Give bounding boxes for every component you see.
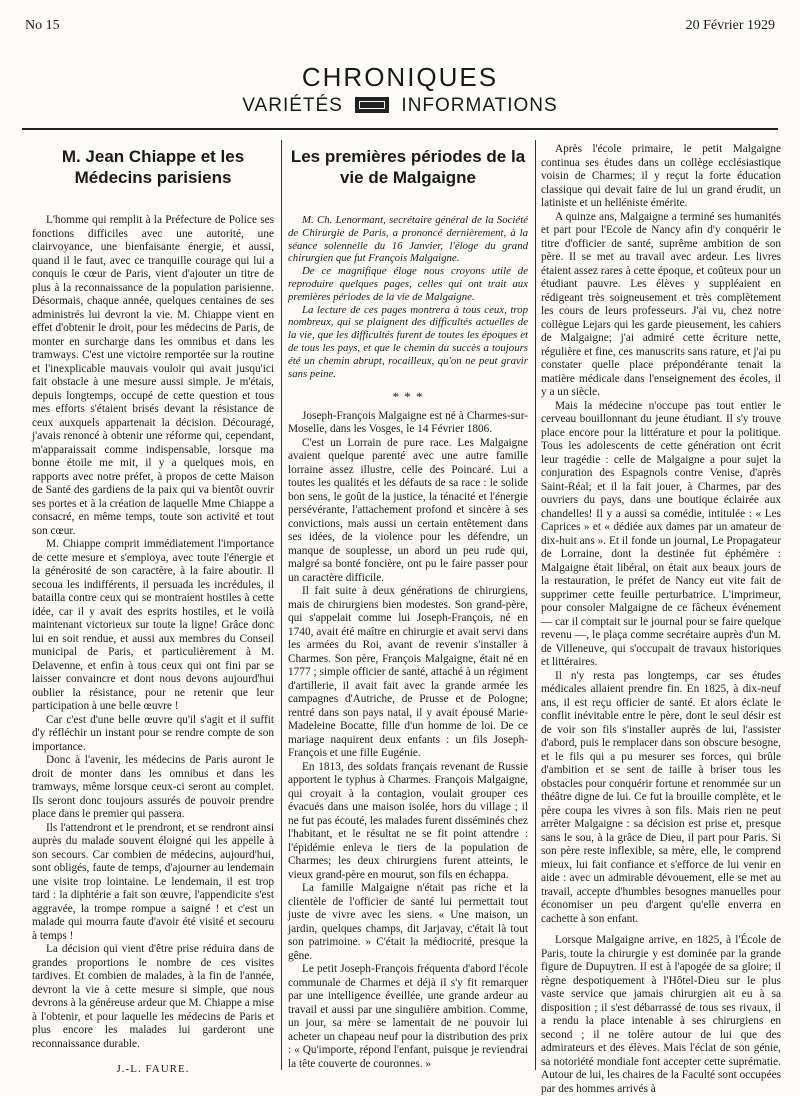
paragraph: Joseph-François Malgaigne est né à Charmes-sur-Moselle, dans les Vosges, le 14 Février 1806. bbox=[288, 409, 528, 436]
paragraph: C'est un Lorrain de pure race. Les Malgaigne avaient quelque parenté avec une autre famille lorraine assez illustre, celle des Poincaré. Lui a toutes les qualités et les défauts de sa race : le solide bon sens, le goût de la justice, la ténacité et l'énergie persévérante, l'attachement profond et sincère à ses convictions, mais aussi un certain entêtement dans ses idées, de la violence pour les défendre, un manque de souplesse, un abord un peu rude qui, malgré sa bonté foncière, ont pu le faire passer pour un caractère difficile. bbox=[288, 436, 528, 584]
article-malgaigne-continued bbox=[541, 143, 781, 1096]
paragraph-gap bbox=[541, 926, 781, 934]
paragraph: L'homme qui remplit à la Préfecture de Police ses fonctions difficiles avec une autorité, une clairvoyance, une bienfaisante énergie, et aussi, quand il le faut, avec ce tranquille courage qui lui a conquis le cœur de Paris, vient d'ajouter un titre de plus à la reconnaissance de la population parisienne. Désormais, chaque année, quelques centaines de ses administrés lui devront la vie. M. Chiappe vient en effet d'obtenir le droit, pour les médecins de Paris, de monter en surcharge dans les omnibus et dans les tramways. C'est une victoire remportée sur la routine et l'inexplicable mauvais vouloir qui avait jusqu'ici fait obstacle à une mesure aussi simple. Je m'étais, depuis longtemps, occupé de cette question et tous mes efforts s'étaient brisés devant la résistance de ceux auxquels appartenait la décision. Découragé, j'avais renoncé à obtenir une réforme qui, cependant, m'apparaissait comme indispensable, lorsque ma bonne étoile me mit, il y a quelques mois, en rapports avec notre préfet, à propos de cette Maison de Santé des gardiens de la paix qui va bientôt ouvrir ses portes et à la création de laquelle Mme Chiappe a consacré, en même temps, toute son activité et tout son cœur. bbox=[32, 214, 274, 537]
paragraph: Mais la médecine n'occupe pas tout entier le cerveau bouillonnant du jeune étudiant. Il s'y trouve place encore pour la littérature et pour la politique. Tous les adolescents de cette génération ont écrit leur tragédie : celle de Malgaigne a pour sujet la conjuration des Espagnols contre Venise, d'après Saint-Réal; et il la fait jouer, à Charmes, par des ouvriers du pays, dans une boutique éclairée aux chandelles! Il y a aussi sa comédie, intitulée : « Les Caprices » et « dédiée aux dames par un amateur de dix-huit ans ». Et il fonde un journal, Le Propagateur de Lorraine, dont la destinée fut éphémère : Malgaigne était libéral, on était aux beaux jours de la restauration, le préfet de Nancy eut vite fait de supprimer cette feuille perturbatrice. L'imprimeur, pour consoler Malgaigne de ce fâcheux événement — car il comptait sur le journal pour se faire quelque revenu —, le plaça comme secrétaire auprès d'un M. de Villeneuve, qui s'occupait de travaux historiques et littéraires. bbox=[541, 399, 781, 668]
intro-paragraph: De ce magnifique éloge nous croyons utile de reproduire quelques pages, celles qui ont trait aux premières périodes de la vie de Malgaigne. bbox=[288, 265, 528, 303]
masthead bbox=[0, 62, 800, 117]
article-title: Les premières périodes de la vie de Malgaigne bbox=[290, 147, 526, 187]
paragraph: En 1813, des soldats français revenant de Russie apportent le typhus à Charmes. François Malgaigne, qui croyait à la contagion, voulait grouper ces évacués dans une maison isolée, hors du village ; il ne fut pas écouté, les malades furent disséminés chez l'habitant, et le résultat ne se fit point attendre : l'épidémie enleva le tiers de la population de Charmes; les deux chirurgiens furent atteints, le vieux grand-père en mourut, son fils en échappa. bbox=[288, 760, 528, 881]
paragraph: Lorsque Malgaigne arrive, en 1825, à l'École de Paris, toute la chirurgie y est dominée par la grande figure de Dupuytren. Il est à l'apogée de sa gloire; il règne despotiquement à l'Hôtel-Dieu sur le plus vaste service que jamais chirurgien ait eu à sa disposition ; il s'est débarrassé de tous ses rivaux, il a rendu la place intenable à ses chirurgiens en second ; il ne tolère autour de lui que des admirateurs et des élèves. Mais l'éclat de son génie, sa notoriété mondiale font accepter cette suprématie. Autour de lui, les chaires de la Faculté sont occupées par des hommes arrivés à bbox=[541, 934, 781, 1095]
paragraph: Après l'école primaire, le petit Malgaigne continua ses études dans un collège ecclésiastique voisin de Charmes; il y reçut la forte éducation classique qui devait faire de lui un grand érudit, un latiniste et un helléniste émérite. bbox=[541, 143, 781, 209]
column-divider bbox=[281, 140, 282, 1070]
paragraph: Ils l'attendront et le prendront, et se rendront ainsi auprès du malade souvent éloigné qui les appelle à son secours. Car combien de médecins, aujourd'hui, sont obligés, faute de temps, d'ajourner au lendemain une visite trop lointaine. Le lendemain, il est trop tard : la diphtérie a fait son œuvre, l'appendicite s'est aggravée, la trompe rompue a saigné ! et c'est un malade qui mourra faute d'avoir été visité et secouru à temps ! bbox=[32, 821, 274, 942]
masthead-rule bbox=[22, 128, 778, 130]
paragraph: A quinze ans, Malgaigne a terminé ses humanités et part pour l'Ecole de Nancy afin d'y conquérir le titre d'officier de santé, suprême ambition de son père. Il se met au travail avec ardeur. Les livres étaient assez rares à cette époque, et coûteux pour un étudiant pauvre. Les élèves y suppléaient en rédigeant très soigneusement et très complètement les cours de leurs professeurs. J'ai vu, chez notre collègue Lejars qui les garde pieusement, les cahiers de Malgaigne; j'ai admiré cette écriture nette, régulière et fine, ces manuscrits sans rature, et j'ai pu constater quelle place prépondérante tenait la matière médicale dans l'enseignement des écoles, il y a un siècle. bbox=[541, 210, 781, 398]
paragraph: Il fait suite à deux générations de chirurgiens, mais de chirurgiens bien modestes. Son grand-père, qui s'appelait comme lui Joseph-François, né en 1740, avait été maître en chirurgie et avait servi dans les armées du Roi, avant de revenir s'installer à Charmes. Son père, François Malgaigne, était né en 1777 ; simple officier de santé, attaché à un régiment d'artillerie, il avait fait avec la grande armée les campagnes d'Autriche, de Prusse et de Pologne; rentré dans son pays natal, il y avait épousé Marie-Madeleine Bocatte, fille d'un homme de loi. De ce mariage naquirent deux enfants : un fils Joseph-François et une fille Eugénie. bbox=[288, 585, 528, 760]
masthead-right: INFORMATIONS bbox=[401, 95, 558, 116]
paragraph: M. Chiappe comprit immédiatement l'importance de cette mesure et s'employa, avec toute l'énergie et la générosité de son caractère, à la faire aboutir. Il secoua les indifférents, il persuada les incrédules, il batailla contre ceux qui se montraient hostiles à cette idée, car il y avait des esprits hostiles, et le voilà maintenant victorieux sur toute la ligne! Grâce donc lui en soit rendue, et aussi aux membres du Conseil municipal de Paris, et particulièrement à M. Delavenne, et enfin à tous ceux qui ont fini par se laisser convaincre et dont nous devons aujourd'hui oublier la résistance, pour ne retenir que leur participation à une belle œuvre ! bbox=[32, 538, 274, 712]
masthead-subtitle bbox=[0, 95, 800, 117]
paragraph: La famille Malgaigne n'était pas riche et la clientèle de l'officier de santé lui permettait tout juste de vivre avec les siens. « Une maison, un jardin, quelques champs, dit Jarjavay, c'était là tout son patrimoine. » C'était la médiocrité, presque la gêne. bbox=[288, 882, 528, 962]
masthead-left: VARIÉTÉS bbox=[242, 95, 343, 116]
paragraph: Il n'y resta pas longtemps, car ses études médicales allaient prendre fin. En 1825, à dix-neuf ans, il est reçu officier de santé. Et alors éclate le conflit inévitable entre le père, dont le seul désir est de voir son fils s'installer auprès de lui, l'assister d'abord, puis le remplacer dans son obscure besogne, et le fils qui a pu mesurer ses forces, qui brûle d'ambition et se sent de taille à briser tous les obstacles pour conquérir fortune et renommée sur un théâtre digne de lui. Ce fut la brouille complète, et le père coupa les vivres à son fils. Mais rien ne peut arrêter Malgaigne : sa décision est prise et, presque sans le sou, à la grâce de Dieu, il part pour Paris. Si son père reste inflexible, sa mère, elle, le comprend mieux, lui fait confiance et s'efforce de lui venir en aide : avec un admirable dévouement, elle se met au travail, accepte d'humbles besognes manuelles pour économiser un peu d'argent qu'elle enverra en cachette à son enfant. bbox=[541, 669, 781, 925]
section-separator: * * * bbox=[392, 389, 424, 405]
paragraph: Car c'est d'une belle œuvre qu'il s'agit et il suffit d'y réfléchir un instant pour se rendre compte de son importance. bbox=[32, 713, 274, 753]
paragraph: Donc à l'avenir, les médecins de Paris auront le droit de monter dans les omnibus et dans les tramways, même lorsque ceux-ci seront au complet. Ils seront donc toujours assurés de pouvoir prendre place dans le premier qui passera. bbox=[32, 754, 274, 820]
column-divider bbox=[535, 140, 536, 1070]
paragraph: La décision qui vient d'être prise réduira dans de grandes proportions le nombre de ces visites tardives. Et combien de malades, à la fin de l'année, devront la vie à cette mesure si simple, que nous devrons à la généreuse ardeur que M. Chiappe a mise à l'obtenir, et pour laquelle les médecins de Paris et plus encore les malades lui garderont une reconnaissance durable. bbox=[32, 943, 274, 1050]
issue-date: 20 Février 1929 bbox=[685, 18, 775, 33]
masthead-title: CHRONIQUES bbox=[301, 62, 499, 92]
intro-paragraph: M. Ch. Lenormant, secrétaire général de la Société de Chirurgie de Paris, a prononcé dernièrement, à la séance solennelle du 16 Janvier, l'éloge du grand chirurgien que fut François Malgaigne. bbox=[288, 214, 528, 265]
ornament-icon bbox=[355, 97, 389, 113]
page-header bbox=[25, 18, 775, 38]
intro-paragraph: La lecture de ces pages montrera à tous ceux, trop nombreux, qui se plaignent des difficultés actuelles de la vie, que les difficultés furent de toutes les époques et de tous les pays, et que le chemin du succès a toujours été un chemin abrupt, rocailleux, qu'on ne peut gravir sans peine. bbox=[288, 303, 528, 380]
issue-number: No 15 bbox=[25, 18, 60, 33]
article-title: M. Jean Chiappe et les Médecins parisiens bbox=[61, 147, 245, 187]
author-signature: J.-L. FAURE. bbox=[116, 1063, 190, 1075]
paragraph: Le petit Joseph-François fréquenta d'abord l'école communale de Charmes et déjà il s'y fit remarquer par une intelligence éveillée, une grande ardeur au travail et aussi par une singulière ambition. Comme, un jour, sa mère se lamentait de ne pouvoir lui acheter un chapeau neuf pour la distribution des prix : « Qu'importe, répond l'enfant, puisque je reviendrai la tête couverte de couronnes. » bbox=[288, 963, 528, 1070]
article-chiappe bbox=[32, 140, 274, 1077]
article-malgaigne bbox=[288, 140, 528, 1071]
